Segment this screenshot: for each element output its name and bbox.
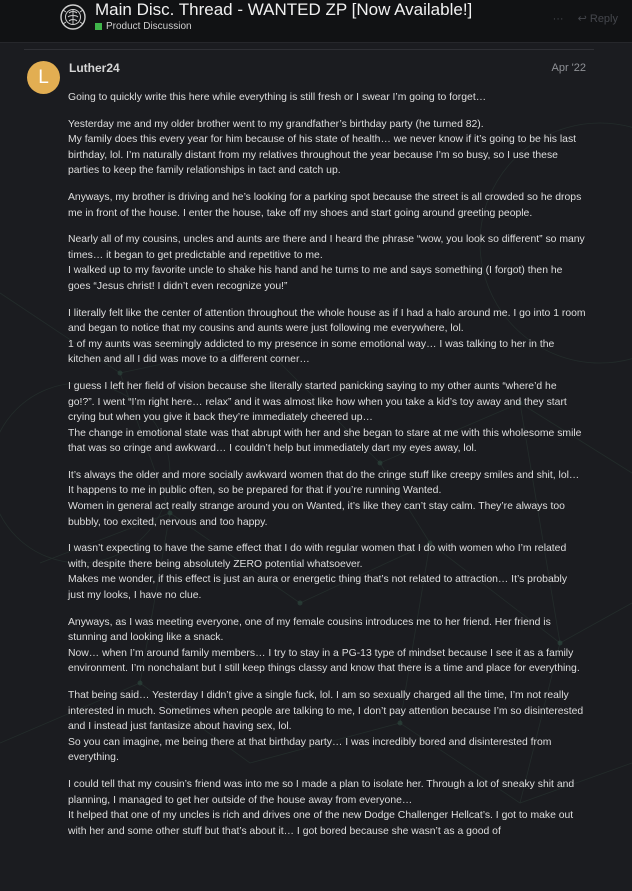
post-paragraph: Nearly all of my cousins, uncles and aunts are there and I heard the phrase “wow, you look so different” so many times… it began to get predictable and repetitive to me. I walked up to my favorite uncle to shake his hand and he turns to me and says something (I forgot) then he goes “Jesus christ! I didn’t even recognize you!” [68,234,585,292]
post-paragraph: I could tell that my cousin’s friend was into me so I made a plan to isolate her. Through a lot of sneaky shit and planning, I managed to get her outside of the house away from everyone… It helped that one of my uncles is rich and drives one of the new Dodge Challenger Hellcat’s. I got to make out with her and some other stuff but that’s about it… I got bored because she wasn’t as a good of [68,778,575,837]
post-paragraph: I guess I left her field of vision because she literally started panicking saying to my other aunts “where’d he go!?”. I went “I’m right here… relax” and it was almost like how when you take a kid’s toy away and they start crying but when you give it back they’re immediately cheered up… The change in emotional state was that abrupt with her and she began to stare at me with this wholesome smile that was so cringe and awkward… I couldn’t help but immediately dart my eyes away, lol. [68,380,582,455]
post-date[interactable]: Apr '22 [551,62,586,74]
reply-icon: ↩ [577,13,587,25]
category-label: Product Discussion [106,21,192,32]
post-paragraph: Anyways, my brother is driving and he’s looking for a parking spot because the street is all crowded so he drops me in front of the house. I enter the house, take off my shoes and start going around greeting people. [68,191,582,219]
post-paragraph: Yesterday me and my older brother went to my grandfather’s birthday party (he turned 82). My family does this every year for him because of his state of health… we never know if it’s going to be his last birthday, lol. I’m naturally distant from my relatives throughout the year because I’m so busy, so I use these parties to keep the family relationships in tact and catch up. [68,118,577,177]
reply-label: Reply [589,13,618,25]
topic-header [0,0,632,43]
post-paragraph: I wasn’t expecting to have the same effect that I do with regular women that I do with women who I’m related with, despite there being absolutely ZERO potential whatsoever. Makes me wonder, if this effect is just an aura or energetic thing that’s not related to attraction… It’s probably just my looks, I have no clue. [68,543,568,602]
topic-title[interactable]: Main Disc. Thread - WANTED ZP [Now Available!] [95,0,473,19]
category-badge[interactable] [95,21,192,32]
post-body [68,90,586,850]
post-paragraph: I literally felt like the center of attention throughout the whole house as if I had a halo around me. I go into 1 room and began to notice that my cousins and aunts were just following me everywhere, lol. 1 of my aunts was seemingly addicted to my presence in some emotional way… I was talking to her in the kitchen and all I did was move to a different corner… [68,307,586,366]
post-author[interactable]: Luther24 [69,61,120,75]
post-paragraph: Going to quickly write this here while everything is still fresh or I swear I’m going to forget… [68,92,487,103]
site-logo-icon[interactable] [60,4,86,30]
post-paragraph: That being said… Yesterday I didn’t give a single fuck, lol. I am so sexually charged all the time, I’m not really interested in much. Sometimes when people are talking to me, I don’t pay attention because I’m so disinterested and I instead just fantasize about having sex, lol. So you can imagine, me being there at that birthday party… I was incredibly bored and disinterested from everything. [68,690,584,764]
post-paragraph: It’s always the older and more socially awkward women that do the cringe stuff like creepy smiles and shit, lol… It happens to me in public often, so be prepared for that if you’re running Wanted. Women in general act really strange around you on Wanted, it’s like they can’t stay calm. They’re always too bubbly, too excited, nervous and too happy. [68,469,580,528]
header-actions [553,12,618,25]
post-paragraph: Anyways, as I was meeting everyone, one of my female cousins introduces me to her friend. Her friend is stunning and looking like a snack. Now… when I’m around family members… I try to stay in a PG-13 type of mindset because I see it as a family environment. I’m nonchalant but I still keep things classy and know that there is a time and place for everything. [68,616,580,675]
more-options-button[interactable]: ··· [552,12,564,25]
reply-button[interactable] [578,12,618,25]
post-divider [24,49,594,50]
avatar[interactable]: L [27,61,60,94]
category-color-swatch [95,23,102,30]
